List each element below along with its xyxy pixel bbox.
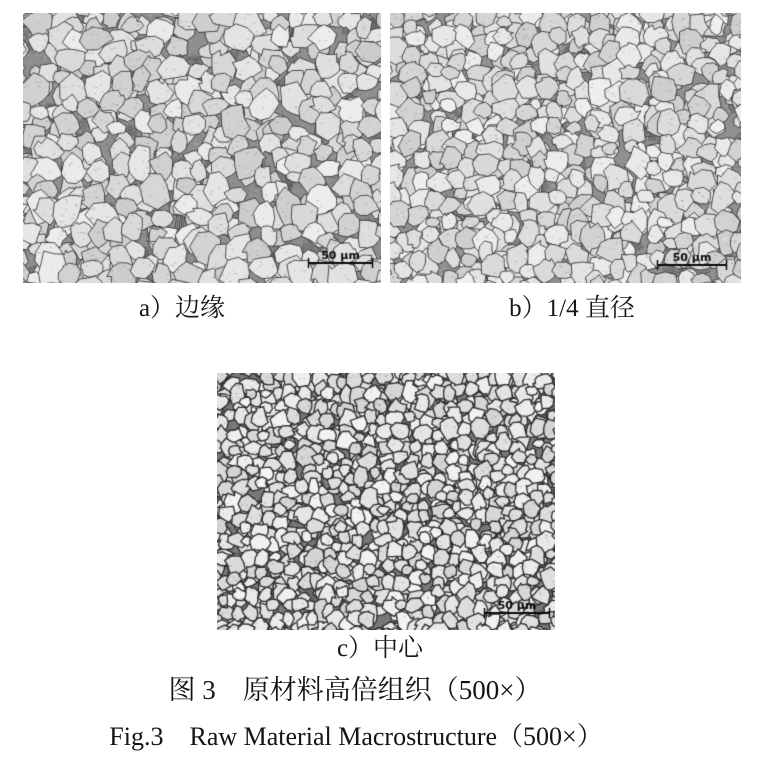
micrograph-panel-c xyxy=(217,373,555,630)
micrograph-panel-a xyxy=(23,13,381,283)
figure-caption-english: Fig.3 Raw Material Macrostructure（500×） xyxy=(109,722,603,751)
panel-label-a: a）边缘 xyxy=(138,295,226,322)
figure-caption-chinese: 图 3 原材料高倍组织（500×） xyxy=(168,675,542,705)
panel-label-b: b）1/4 直径 xyxy=(509,295,635,322)
micrograph-panel-b xyxy=(390,13,741,283)
panel-label-c: c）中心 xyxy=(336,635,424,662)
